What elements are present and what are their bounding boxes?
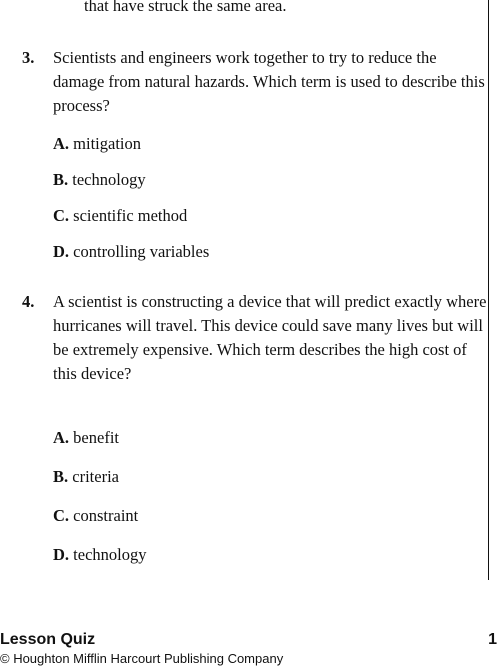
question-stem: A scientist is constructing a device that will predict exactly where hurricanes will travel. This device could save many lives but will be extremely expensive. Which term describes the high cost of this device? [53, 292, 487, 383]
question-stem: Scientists and engineers work together to try to reduce the damage from natural hazards. Which term is used to describe this process? [53, 48, 485, 115]
footer-copyright: © Houghton Mifflin Harcourt Publishing Company [0, 651, 284, 666]
answer-option-b[interactable] [53, 168, 146, 192]
previous-question-tail: that have struck the same area. [84, 0, 287, 15]
option-text: scientific method [73, 206, 188, 225]
question-number: 3. [22, 48, 35, 67]
answer-option-c[interactable] [53, 504, 138, 528]
option-letter: D. [53, 242, 70, 261]
question-number: 4. [22, 292, 35, 311]
answer-option-a[interactable] [53, 426, 119, 450]
option-text: controlling variables [73, 242, 210, 261]
answer-option-b[interactable] [53, 465, 119, 489]
option-text: benefit [73, 428, 119, 447]
question-3 [22, 46, 490, 276]
option-text: constraint [73, 506, 139, 525]
page-footer [0, 630, 283, 667]
option-text: technology [72, 170, 146, 189]
option-text: criteria [72, 467, 119, 486]
answer-option-c[interactable] [53, 204, 187, 228]
question-4 [22, 290, 490, 590]
option-text: technology [73, 545, 147, 564]
answer-option-d[interactable] [53, 240, 209, 264]
option-letter: B. [53, 467, 69, 486]
answer-option-d[interactable] [53, 543, 147, 567]
option-letter: C. [53, 506, 70, 525]
option-letter: A. [53, 134, 70, 153]
answer-option-a[interactable] [53, 132, 141, 156]
option-letter: B. [53, 170, 69, 189]
option-letter: A. [53, 428, 70, 447]
footer-title: Lesson Quiz [0, 631, 96, 648]
option-letter: C. [53, 206, 70, 225]
option-text: mitigation [73, 134, 142, 153]
option-letter: D. [53, 545, 70, 564]
page-number: 1 [488, 631, 497, 648]
